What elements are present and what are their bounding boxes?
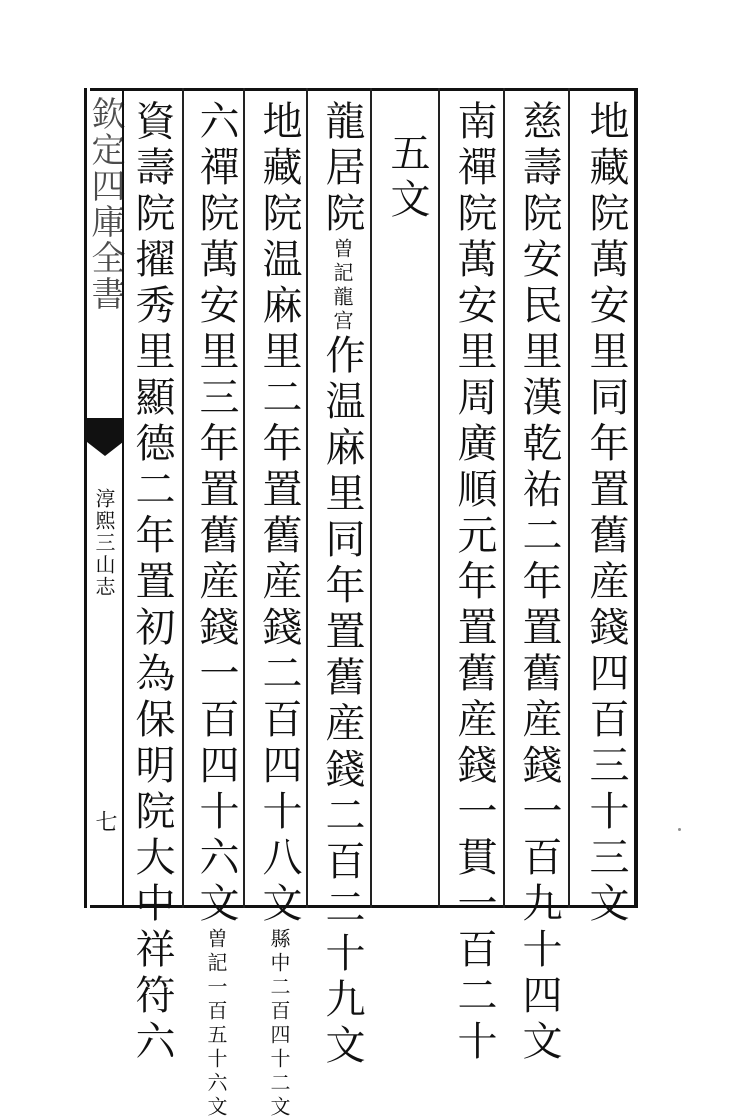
text-column-3 [450, 100, 498, 1066]
text-column-4 [383, 132, 431, 224]
margin-page-number: 七 [92, 810, 117, 832]
column-text: 資壽院擢秀里顯德二年置初為保明院大中祥符六 [129, 100, 175, 1066]
column-text: 慈壽院安民里漢乾祐二年置舊産錢一百九十四文 [516, 100, 562, 1066]
column-rule [438, 88, 440, 908]
column-text: 五文 [384, 132, 430, 224]
column-rule [370, 88, 372, 908]
column-rule [243, 88, 245, 908]
interlinear-note: 縣中二百四十二文 [267, 928, 291, 1120]
column-text: 六禪院萬安里三年置舊産錢一百四十六文 [193, 100, 239, 928]
text-column-5 [318, 100, 366, 1070]
column-text: 地藏院温麻里二年置舊産錢二百四十八文 [256, 100, 302, 928]
column-rule [503, 88, 505, 908]
margin-book-title: 淳熙三山志 [92, 488, 116, 598]
text-column-1 [582, 100, 630, 928]
interlinear-note: 曽記一百五十六文 [204, 928, 228, 1120]
text-column-7 [192, 100, 240, 1120]
column-rule [568, 88, 570, 908]
fishtail-mark-icon [87, 418, 122, 442]
text-column-2 [515, 100, 563, 1066]
column-text: 地藏院萬安里同年置舊産錢四百三十三文 [583, 100, 629, 928]
page-margin-strip [84, 88, 124, 908]
interlinear-note: 曽記龍宫 [330, 238, 354, 334]
column-rule [182, 88, 184, 908]
margin-title: 欽定四庫全書 [85, 96, 125, 312]
column-text: 南禪院萬安里周廣順元年置舊産錢一貫一百二十 [451, 100, 497, 1066]
column-rule [306, 88, 308, 908]
text-column-6 [255, 100, 303, 1120]
text-column-8 [128, 100, 176, 1066]
ink-speck [678, 828, 681, 831]
column-text: 作温麻里同年置舊産錢二百二十九文 [319, 334, 365, 1070]
column-heading: 龍居院 [319, 100, 365, 238]
